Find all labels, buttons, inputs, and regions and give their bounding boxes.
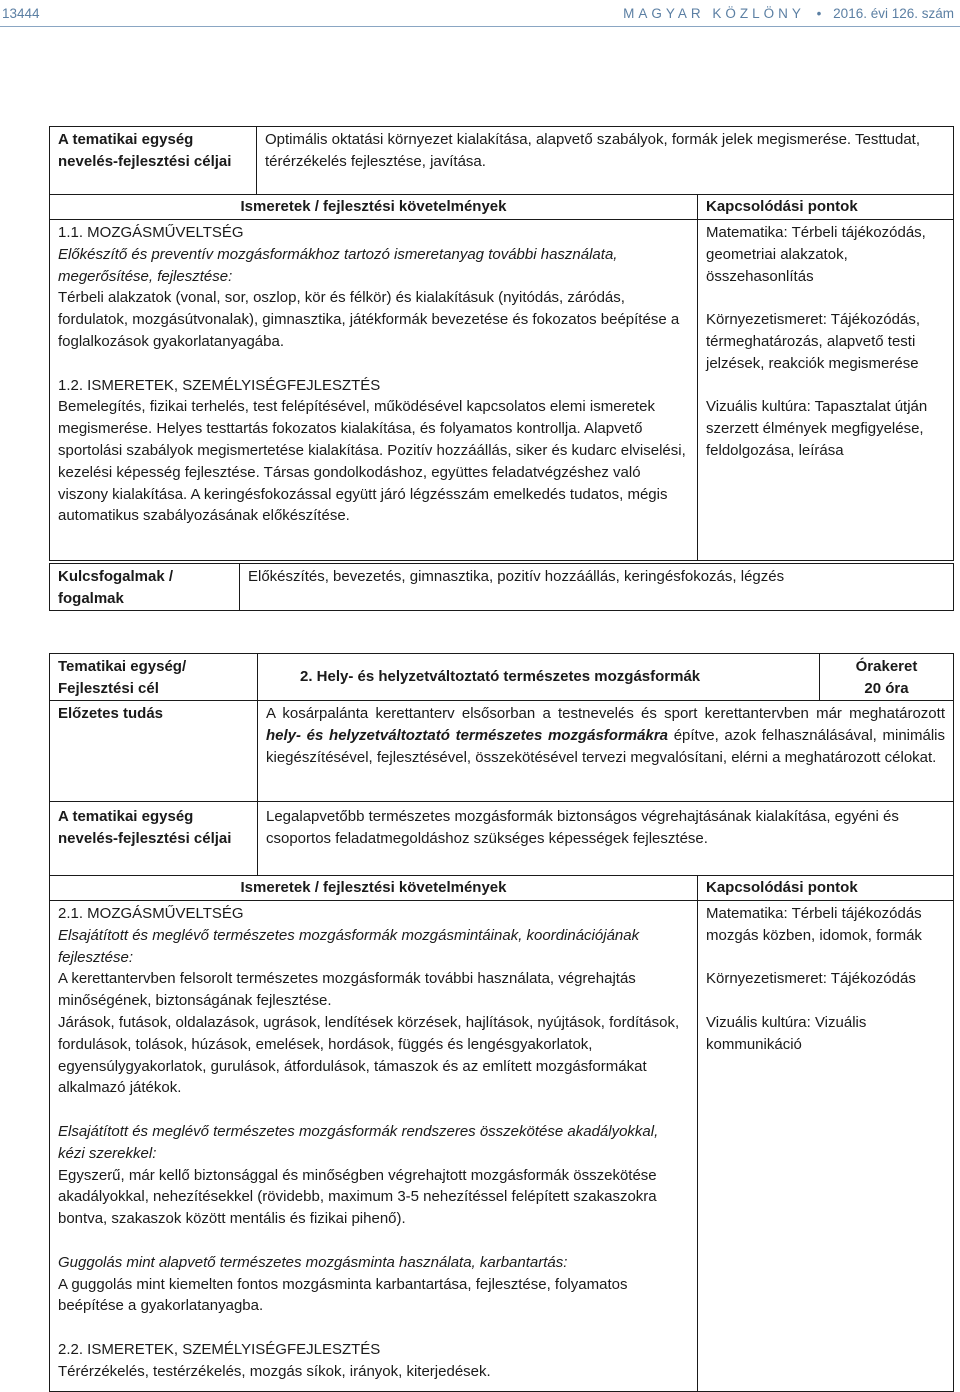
links-visual: Vizuális kultúra: Tapasztalat útján szerzett élmények megfigyelése, feldolgozása, leírása bbox=[706, 398, 928, 459]
unit-label: Tematikai egység/ Fejlesztési cél bbox=[58, 658, 187, 697]
goals-row-2 bbox=[50, 802, 953, 876]
section-2-1-title: 2.1. MOZGÁSMŰVELTSÉG bbox=[58, 905, 244, 922]
unit-title-row bbox=[50, 654, 953, 701]
links-environment: Környezetismeret: Tájékozódás, térmeghatározás, alapvető testi jelzések, reakciók megismerése bbox=[706, 311, 920, 372]
unit-title: 2. Hely- és helyzetváltoztató természetes mozgásformák bbox=[257, 654, 819, 700]
content-row bbox=[50, 220, 953, 560]
section-2-1-text-3: Egyszerű, már kellő biztonsággal és minőségben végrehajtott mozgásformák összekötése akadályokkal, nehezítésekkel (rövidebb, maximum 3-5 nehezítéssel felépített szakaszokra bontva, szakaszok között mentális és fizikai pihenő). bbox=[58, 1166, 657, 1228]
unit-2-table bbox=[49, 653, 954, 1392]
links-visual-2: Vizuális kultúra: Vizuális kommunikáció bbox=[706, 1013, 867, 1053]
knowledge-column-header: Ismeretek / fejlesztési követelmények bbox=[240, 198, 507, 215]
links-environment-2: Környezetismeret: Tájékozódás bbox=[706, 970, 916, 988]
page-header bbox=[2, 3, 954, 23]
publication-info bbox=[623, 3, 954, 25]
goals-text: Optimális oktatási környezet kialakítása, alapvető szabályok, formák jelek megismerése. Testtudat, térérzékelés fejlesztése, javítása. bbox=[256, 127, 953, 194]
links-cell bbox=[697, 220, 953, 560]
links-math: Matematika: Térbeli tájékozódás, geometriai alakzatok, összehasonlítás bbox=[706, 224, 926, 285]
section-1-1-title: 1.1. MOZGÁSMŰVELTSÉG bbox=[58, 224, 244, 241]
hours-cell bbox=[819, 654, 953, 700]
hours-value: 20 óra bbox=[864, 679, 909, 697]
key-concepts-row bbox=[50, 564, 953, 610]
column-header-row bbox=[50, 195, 953, 220]
key-concepts-text: Előkészítés, bevezetés, gimnasztika, pozitív hozzáállás, keringésfokozás, légzés bbox=[239, 564, 953, 610]
section-1-2-title: 1.2. ISMERETEK, SZEMÉLYISÉGFEJLESZTÉS bbox=[58, 376, 381, 394]
header-rule bbox=[0, 26, 960, 27]
section-2-2-title: 2.2. ISMERETEK, SZEMÉLYISÉGFEJLESZTÉS bbox=[58, 1340, 381, 1358]
links-math-2: Matematika: Térbeli tájékozódás mozgás közben, idomok, formák bbox=[706, 905, 922, 944]
knowledge-cell bbox=[50, 220, 697, 560]
unit-1-table bbox=[49, 126, 954, 561]
key-concepts-table bbox=[49, 563, 954, 611]
section-1-1-subtitle: Előkészítő és preventív mozgásformákhoz tartozó ismeretanyag további használata, megerősítése, fejlesztése: bbox=[58, 245, 618, 285]
section-2-1-text-4: A guggolás mint kiemelten fontos mozgásminta karbantartása, fejlesztése, folyamatos beépítése a gyakorlatanyagba. bbox=[58, 1275, 628, 1315]
hours-label: Órakeret bbox=[855, 658, 918, 675]
prior-knowledge-text bbox=[257, 701, 953, 801]
section-2-1-text-2: Járások, futások, oldalazások, ugrások, lendítések körzések, hajlítások, nyújtások, fordítások, fordulások, tolások, húzások, emelések, hordások, függés és lengésgyakorlatok, egyensúlygyakorlatok, gurulások, átfordulások, támaszok és az említett mozgásformákat alkalmazó játékok. bbox=[58, 1013, 680, 1097]
links-column-header: Kapcsolódási pontok bbox=[697, 195, 953, 219]
links-cell-2 bbox=[697, 901, 953, 1391]
knowledge-column-header-2: Ismeretek / fejlesztési követelmények bbox=[240, 879, 507, 896]
section-2-1-subtitle-2: Elsajátított és meglévő természetes mozgásformák rendszeres összekötése akadályokkal, kézi szerekkel: bbox=[58, 1122, 659, 1162]
goals-label: A tematikai egység nevelés-fejlesztési céljai bbox=[58, 131, 232, 170]
knowledge-cell-2 bbox=[50, 901, 697, 1391]
section-2-1-subtitle-1: Elsajátított és meglévő természetes mozgásformák mozgásmintáinak, koordinációjának fejlesztése: bbox=[58, 926, 640, 966]
column-header-row-2 bbox=[50, 876, 953, 901]
section-2-2-text: Térérzékelés, testérzékelés, mozgás síkok, irányok, kiterjedések. bbox=[58, 1362, 491, 1380]
prior-knowledge-row bbox=[50, 701, 953, 802]
goals-text-2: Legalapvetőbb természetes mozgásformák biztonságos végrehajtásának kialakítása, egyéni és csoportos feladatmegoldáshoz szükséges képességek fejlesztése. bbox=[257, 802, 953, 875]
goals-label-2: A tematikai egység nevelés-fejlesztési céljai bbox=[58, 808, 232, 847]
key-concepts-label: Kulcsfogalmak / fogalmak bbox=[58, 568, 174, 607]
section-1-2-text: Bemelegítés, fizikai terhelés, test felépítésével, működésével kapcsolatos elemi ismeretek megismerése. Helyes testtartás fokozatos kialakítása, és folyamatos kontrollja. Alapvető sportolási szabályok megismertetése kialakítása. Pozitív hozzáállás, siker és kudarc elviselési, kezelési képesség fejlesztése. Társas gondolkodáshoz, együttes feladatvégzéshez való viszony kialakítása. A keringésfokozással együtt járó légzésszám emelkedés tudatos, mégis automatikus szabályozásának előkészítése. bbox=[58, 398, 686, 525]
issue-number: 2016. évi 126. szám bbox=[833, 6, 954, 21]
content-row-2 bbox=[50, 901, 953, 1391]
section-2-1-subtitle-3: Guggolás mint alapvető természetes mozgásminta használata, karbantartás: bbox=[58, 1253, 568, 1271]
page-number: 13444 bbox=[2, 6, 40, 21]
prior-knowledge-label: Előzetes tudás bbox=[58, 705, 164, 722]
section-2-1-text-1: A kerettantervben felsorolt természetes mozgásformák további használata, végrehajtás minőségének, biztonságának fejlesztése. bbox=[58, 970, 636, 1010]
goals-row bbox=[50, 127, 953, 195]
prior-text-b: építve, azok felhasználásával, minimális kiegészítésével, fejlesztésével, összekötésével tervezi megvalósítani, elérni a meghatározott célokat. bbox=[266, 726, 946, 766]
publication-title: MAGYAR KÖZLÖNY bbox=[623, 6, 805, 21]
prior-text-a: A kosárpalánta kerettanterv elsősorban a testnevelés és sport kerettantervben már meghatározott bbox=[266, 705, 945, 722]
links-column-header-2: Kapcsolódási pontok bbox=[697, 876, 953, 900]
header-bullet: • bbox=[816, 6, 822, 21]
prior-text-emphasis: hely- és helyzetváltoztató természetes mozgásformákra bbox=[266, 726, 669, 744]
section-1-1-text: Térbeli alakzatok (vonal, sor, oszlop, kör és félkör) és kialakításuk (nyitódás, záródás, fordulatok, mozgásútvonalak), gimnasztika, játékformák bevezetése és fokozatos beépítése a foglalkozások gyakorlatanyagába. bbox=[58, 289, 680, 350]
